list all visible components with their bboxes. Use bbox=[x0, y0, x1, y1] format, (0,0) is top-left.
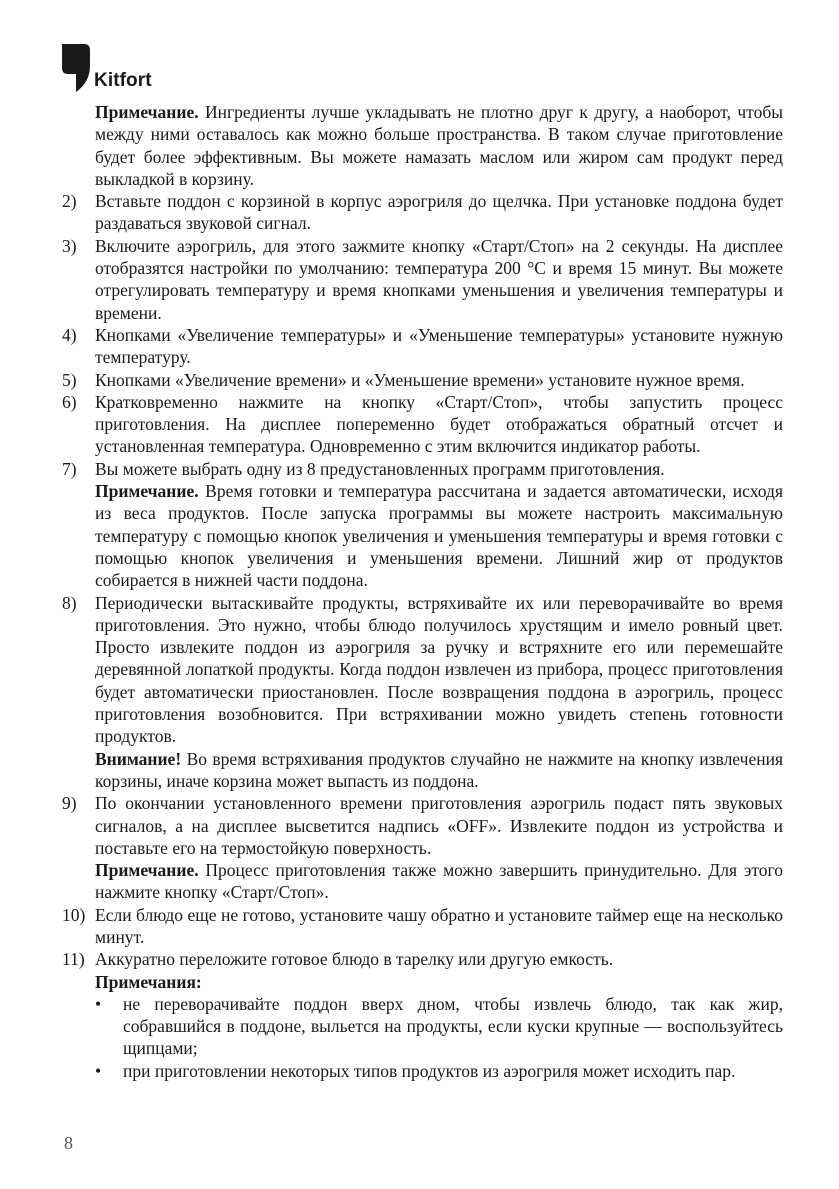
step-number: 4) bbox=[62, 324, 77, 345]
instructions-text bbox=[62, 101, 783, 1082]
step-number: 11) bbox=[62, 949, 85, 970]
step-text: Аккуратно переложите готовое блюдо в тарелку или другую емкость. bbox=[95, 949, 614, 970]
step-3 bbox=[62, 235, 783, 324]
step-text: Включите аэрогриль, для этого зажмите кнопку «Старт/Стоп» на 2 секунды. На дисплее отобразятся настройки по умолчанию: температура 200 °C и время 15 минут. Вы можете отрегулировать температуру и время кнопками уменьшения и увеличения температуры и времени. bbox=[95, 235, 783, 323]
step-warning bbox=[95, 748, 783, 793]
step-9 bbox=[62, 792, 783, 903]
step-text: Кратковременно нажмите на кнопку «Старт/Стоп», чтобы запустить процесс приготовления. На дисплее попеременно будет отображаться обратный отсчет и установленная температура. Одновременно с этим включится индикатор работы. bbox=[95, 391, 783, 457]
step-5 bbox=[62, 369, 783, 391]
step-6 bbox=[62, 391, 783, 458]
step-number: 6) bbox=[62, 391, 77, 412]
step-number: 9) bbox=[62, 793, 77, 814]
note-label: Примечание. bbox=[95, 860, 199, 881]
note-text: Время готовки и температура рассчитана и задается автоматически, исходя из веса продуктов. После запуска программы вы можете настроить максимальную температуру с помощью кнопок увеличения и уменьшения температуры и время готовки с помощью кнопок увеличения и уменьшения времени. Лишний жир от продуктов собирается в нижней части поддона. bbox=[95, 481, 783, 591]
bullet-text: при приготовлении некоторых типов продуктов из аэрогриля может исходить пар. bbox=[123, 1060, 736, 1081]
warning-label: Внимание! bbox=[95, 748, 182, 769]
step-7 bbox=[62, 458, 783, 592]
list-item bbox=[62, 1060, 783, 1082]
step-text: Если блюдо еще не готово, установите чашу обратно и установите таймер еще на несколько минут. bbox=[95, 904, 783, 947]
step-note bbox=[95, 480, 783, 591]
intro-note bbox=[62, 101, 783, 190]
bullet-marker: • bbox=[95, 1060, 102, 1081]
step-2 bbox=[62, 190, 783, 235]
note-text: Процесс приготовления также можно завершить принудительно. Для этого нажмите кнопку «Старт/Стоп». bbox=[95, 860, 783, 903]
step-text: Кнопками «Увеличение времени» и «Уменьшение времени» установите нужное время. bbox=[95, 369, 745, 390]
bullet-text: не переворачивайте поддон вверх дном, чтобы извлечь блюдо, так как жир, собравшийся в поддоне, выльется на продукты, если куски крупные — воспользуйтесь щипцами; bbox=[123, 993, 783, 1059]
step-text: Кнопками «Увеличение температуры» и «Уменьшение температуры» установите нужную температуру. bbox=[95, 324, 783, 368]
step-number: 5) bbox=[62, 369, 77, 390]
step-number: 2) bbox=[62, 191, 77, 212]
note-label: Примечание. bbox=[95, 102, 199, 122]
brand-name: Kitfort bbox=[94, 70, 152, 91]
note-text: Ингредиенты лучше укладывать не плотно друг к другу, а наоборот, чтобы между ними оставалось как можно больше пространства. В таком случае приготовление будет более эффективным. Вы можете намазать маслом или жиром сам продукт перед выкладкой в корзину. bbox=[95, 102, 783, 189]
list-item bbox=[62, 993, 783, 1060]
step-11 bbox=[62, 948, 783, 993]
step-text: Вставьте поддон с корзиной в корпус аэрогриля до щелчка. При установке поддона будет раздаваться звуковой сигнал. bbox=[95, 191, 783, 234]
step-4 bbox=[62, 324, 783, 369]
kitfort-logo-mark-icon bbox=[62, 44, 90, 92]
brand-logo bbox=[62, 44, 172, 96]
step-text: Периодически вытаскивайте продукты, встряхивайте их или переворачивайте во время приготовления. Это нужно, чтобы блюдо получилось хрустящим и имело ровный цвет. Просто извлеките поддон из аэрогриля за ручку и встряхните его или перемешайте деревянной лопаткой продукты. Когда поддон извлечен из прибора, процесс приготовления будет автоматически приостановлен. После возвращения поддона в аэрогриль, процесс приготовления возобновится. При встряхивании можно увидеть степень готовности продуктов. bbox=[95, 592, 783, 747]
step-number: 7) bbox=[62, 458, 77, 479]
note-label: Примечание. bbox=[95, 481, 199, 502]
step-text: Вы можете выбрать одну из 8 предустановленных программ приготовления. bbox=[95, 458, 665, 479]
step-8 bbox=[62, 592, 783, 793]
step-number: 3) bbox=[62, 235, 77, 256]
step-10 bbox=[62, 904, 783, 949]
notes-label: Примечания: bbox=[95, 971, 202, 992]
warning-text: Во время встряхивания продуктов случайно не нажмите на кнопку извлечения корзины, иначе корзина может выпасть из поддона. bbox=[95, 748, 783, 791]
bullet-marker: • bbox=[95, 993, 102, 1014]
step-text: По окончании установленного времени приготовления аэрогриль подаст пять звуковых сигналов, а на дисплее высветится надпись «OFF». Извлеките поддон из устройства и поставьте его на термостойкую поверхность. bbox=[95, 793, 783, 858]
step-number: 8) bbox=[62, 592, 77, 613]
step-note bbox=[95, 859, 783, 904]
step-number: 10) bbox=[62, 904, 86, 925]
page-number: 8 bbox=[64, 1133, 73, 1153]
